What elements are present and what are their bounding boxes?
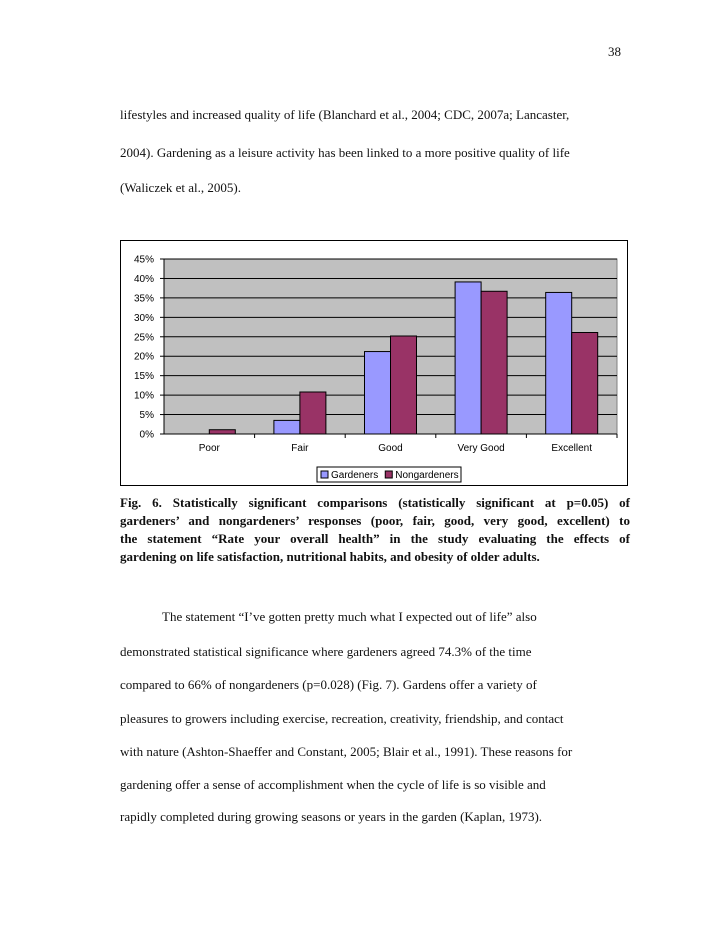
legend-label: Nongardeners (395, 470, 459, 481)
y-tick-label: 20% (133, 351, 154, 363)
body-line: pleasures to growers including exercise, recreation, creativity, friendship, and contact (120, 711, 564, 726)
bar-nongardeners (391, 336, 417, 434)
y-tick-label: 15% (133, 371, 154, 383)
bar-nongardeners (572, 333, 598, 435)
body-line: The statement “I’ve gotten pretty much what I expected out of life” also (162, 609, 537, 624)
body-line: gardening offer a sense of accomplishment when the cycle of life is so visible and (120, 777, 546, 792)
body-line: rapidly completed during growing seasons or years in the garden (Kaplan, 1973). (120, 809, 543, 824)
caption-line: Fig. 6. Statistically significant comparisons (statistically significant at p=0.05) of (120, 495, 630, 510)
bar-nongardeners (300, 392, 326, 434)
intro-line: (Waliczek et al., 2005). (120, 180, 241, 195)
x-tick-label: Very Good (457, 443, 505, 454)
legend-swatch (321, 471, 328, 478)
x-tick-label: Poor (198, 443, 220, 454)
caption-line: the statement “Rate your overall health” in the study evaluating the effects of (120, 531, 630, 546)
intro-line: 2004). Gardening as a leisure activity has been linked to a more positive quality of life (120, 145, 570, 160)
body-line: demonstrated statistical significance where gardeners agreed 74.3% of the time (120, 644, 532, 659)
bar-nongardeners (481, 291, 507, 434)
bar-gardeners (546, 292, 572, 434)
bar-gardeners (455, 282, 481, 434)
legend-label: Gardeners (331, 470, 379, 481)
y-tick-label: 0% (139, 429, 154, 441)
y-tick-label: 10% (133, 390, 154, 402)
caption-line: gardening on life satisfaction, nutritional habits, and obesity of older adults. (120, 549, 540, 564)
figure-caption (120, 494, 630, 566)
page-number: 38 (608, 44, 621, 59)
y-tick-label: 25% (133, 332, 154, 344)
body-line: with nature (Ashton-Shaeffer and Constant, 2005; Blair et al., 1991). These reasons for (120, 744, 573, 759)
y-tick-label: 35% (133, 293, 154, 305)
x-tick-label: Fair (291, 443, 309, 454)
x-tick-label: Good (378, 443, 403, 454)
figure-6-chart (120, 240, 628, 486)
x-tick-label: Excellent (551, 443, 592, 454)
caption-line: gardeners’ and nongardeners’ responses (poor, fair, good, very good, excellent) to (120, 513, 630, 528)
bar-chart-svg (121, 241, 629, 487)
body-line: compared to 66% of nongardeners (p=0.028) (Fig. 7). Gardens offer a variety of (120, 677, 537, 692)
intro-line: lifestyles and increased quality of life (Blanchard et al., 2004; CDC, 2007a; Lancaster, (120, 107, 570, 122)
legend-swatch (385, 471, 392, 478)
y-tick-label: 30% (133, 312, 154, 324)
y-tick-label: 45% (133, 254, 154, 266)
y-tick-label: 40% (133, 273, 154, 285)
y-tick-label: 5% (139, 410, 154, 422)
bar-nongardeners (209, 430, 235, 434)
bar-gardeners (274, 420, 300, 434)
bar-gardeners (365, 352, 391, 434)
